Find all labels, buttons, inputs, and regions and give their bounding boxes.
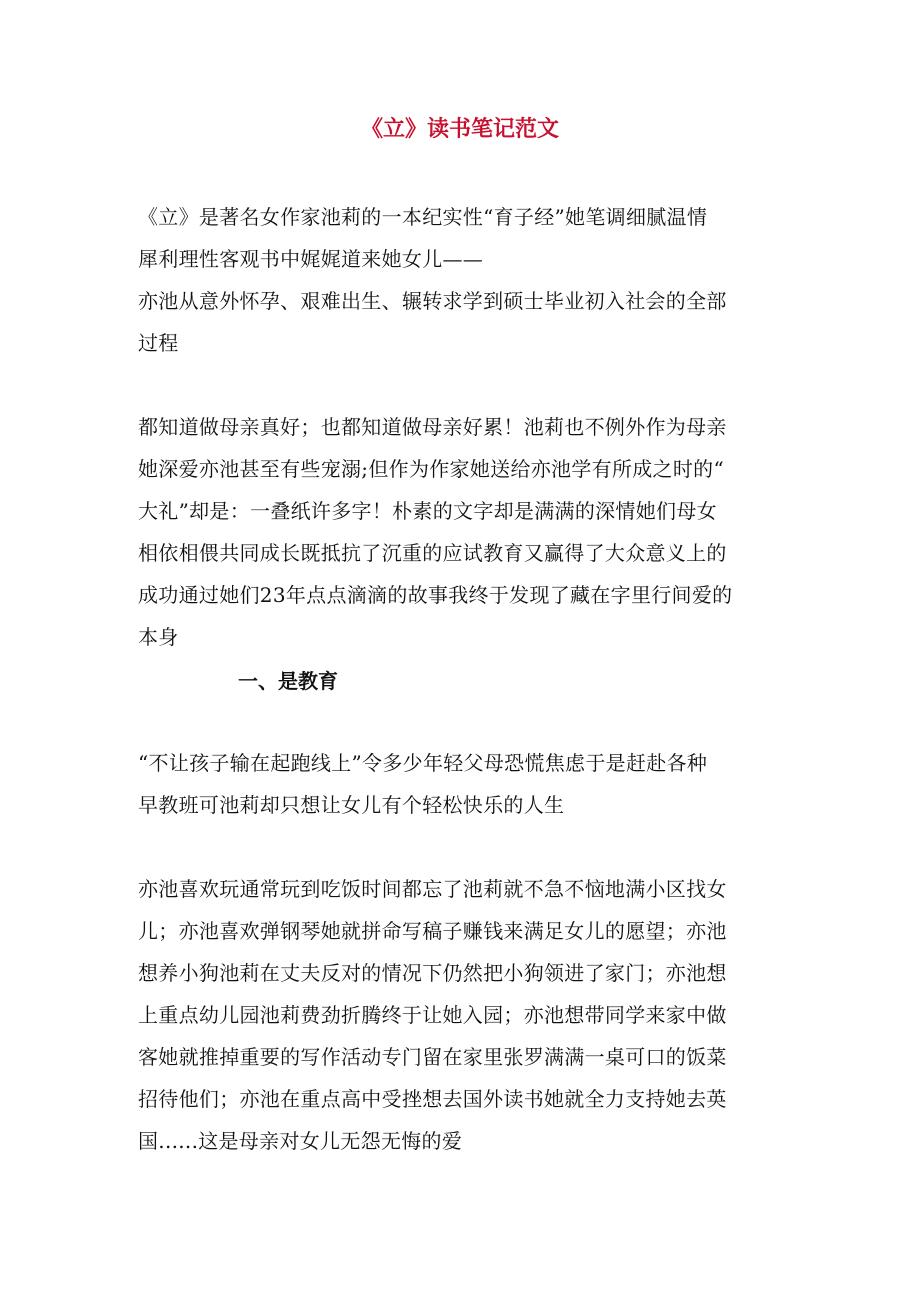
paragraph-intro bbox=[138, 196, 788, 364]
text-line: 客她就推掉重要的写作活动专门留在家里张罗满满一桌可口的饭菜 bbox=[138, 1045, 727, 1069]
paragraph-starting-line bbox=[138, 742, 788, 826]
section-heading: 一、是教育 bbox=[238, 669, 338, 693]
text-line: 本身 bbox=[138, 625, 179, 649]
text-line: 犀利理性客观书中娓娓道来她女儿—— bbox=[138, 247, 484, 271]
text-line: 想养小狗池莉在丈夫反对的情况下仍然把小狗领进了家门；亦池想 bbox=[138, 961, 727, 985]
text-line: 都知道做母亲真好；也都知道做母亲好累！池莉也不例外作为母亲 bbox=[138, 415, 727, 439]
text-line: 招待他们；亦池在重点高中受挫想去国外读书她就全力支持她去英 bbox=[138, 1087, 727, 1111]
text-line: 儿；亦池喜欢弹钢琴她就拼命写稿子赚钱来满足女儿的愿望；亦池 bbox=[138, 919, 727, 943]
text-line: 大礼”却是：一叠纸许多字！朴素的文字却是满满的深情她们母女 bbox=[138, 499, 717, 523]
paragraph-mother bbox=[138, 406, 788, 658]
text-line: 上重点幼儿园池莉费劲折腾终于让她入园；亦池想带同学来家中做 bbox=[138, 1003, 727, 1027]
text-line: 国......这是母亲对女儿无怨无悔的爱 bbox=[138, 1129, 463, 1153]
document-title: 《立》读书笔记范文 bbox=[360, 116, 559, 142]
paragraph-yichi bbox=[138, 868, 788, 1162]
text-line: 亦池从意外怀孕、艰难出生、辗转求学到硕士毕业初入社会的全部 bbox=[138, 289, 727, 313]
text-line: 《立》是著名女作家池莉的一本纪实性“育子经”她笔调细腻温情 bbox=[138, 205, 708, 229]
text-line: 亦池喜欢玩通常玩到吃饭时间都忘了池莉就不急不恼地满小区找女 bbox=[138, 877, 727, 901]
text-line: “不让孩子输在起跑线上”令多少年轻父母恐慌焦虑于是赶赴各种 bbox=[138, 751, 708, 775]
text-line: 她深爱亦池甚至有些宠溺;但作为作家她送给亦池学有所成之时的“ bbox=[138, 457, 724, 481]
text-line: 相依相偎共同成长既抵抗了沉重的应试教育又赢得了大众意义上的 bbox=[138, 541, 727, 565]
text-line: 过程 bbox=[138, 331, 179, 355]
text-line: 成功通过她们23年点点滴滴的故事我终于发现了藏在字里行间爱的 bbox=[138, 583, 733, 607]
text-line: 早教班可池莉却只想让女儿有个轻松快乐的人生 bbox=[138, 793, 565, 817]
